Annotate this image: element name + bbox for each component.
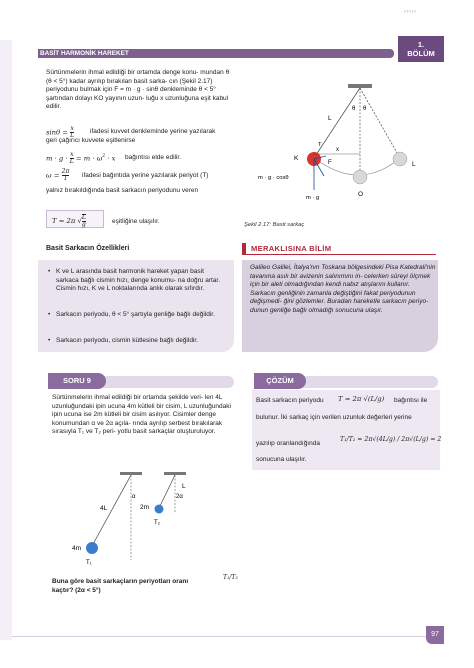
label-x: x <box>336 147 339 153</box>
top-band <box>0 0 474 18</box>
solution-line-1b: bağıntısı ile <box>394 397 428 404</box>
bob-4m <box>86 542 98 554</box>
label-2m: 2m <box>140 504 150 511</box>
formula-sin: sinθ = $\frac{x}{L}$ <box>46 125 75 139</box>
label-4L: 4L <box>100 505 108 512</box>
text-omega: ifadesi bağıntıda yerine yazılarak periyot (T) <box>82 172 209 179</box>
merak-text: Galileo Galilei, İtalya'nın Toskana bölgesindeki Pisa Katedrali'nin tavanına asılı bir avizenin salınımını in- celerken süreyi ölçmek için bir aleti olmadığından kendi nabız atışlarını kullanır. Sarkacın genliğinin zamanla değiştiğini fakat periyodunun değişmedi- ğini gözlemler. Buradan hareketle sarkacın periyo- dunun genliğe bağlı olmadığı sonucuna ulaşır. <box>250 264 436 314</box>
label-T: T <box>318 142 322 148</box>
nav-dots: ‹‹‹‹‹ <box>404 9 417 15</box>
bob-L <box>393 152 407 166</box>
label-4m: 4m <box>72 545 82 552</box>
label-mgcos: m · g · cosθ <box>258 175 289 181</box>
solution-formula-period: T = 2π √(L/g) <box>338 395 385 403</box>
solution-label: ÇÖZÜM <box>254 373 306 389</box>
text-result: eşitliğine ulaşılır. <box>112 218 160 225</box>
section-title: BASİT HARMONİK HAREKET <box>40 50 129 57</box>
solution-formula-ratio: T₁/T₂ = 2π√(4L/g) / 2π√(L/g) = 2 <box>340 436 442 443</box>
string-right <box>360 88 400 158</box>
label-T2: T₂ <box>154 520 160 526</box>
formula-period: T = 2π √ $\frac{L}{g}$ <box>52 214 86 228</box>
left-margin-strip <box>0 40 12 640</box>
label-L-string: L <box>328 115 332 122</box>
ceiling-1 <box>120 472 142 475</box>
label-T1: T₁ <box>86 560 92 566</box>
feature-item: • K ve L arasında basit harmonik hareket yapan basit sarkaca bağlı cismin hızı, denge konumu- na doğru artar. Cismin hızı, K ve L noktalarında anlık olarak sıfırdır. <box>56 268 228 294</box>
label-L-point: L <box>412 161 416 168</box>
feature-item: • Sarkacın periyodu, cismin kütlesine bağlı değildir. <box>56 337 228 346</box>
solution-line-1: Basit sarkacın periyodu <box>256 397 324 404</box>
solution-line-4: sonucuna ulaşılır. <box>256 456 307 463</box>
bob-2m <box>155 505 164 514</box>
label-F: F <box>328 160 332 166</box>
label-theta: θ <box>363 106 367 112</box>
label-alpha: α <box>132 494 136 500</box>
question-prompt: Buna göre basit sarkaçların periyotları oranı <box>52 578 189 585</box>
string-4L <box>92 475 131 546</box>
chapter-number: 1. <box>417 40 425 49</box>
features-title: Basit Sarkacın Özellikleri <box>46 245 130 252</box>
ceiling-2 <box>164 472 186 475</box>
solution-line-2: bulunur. İki sarkaç için verilen uzunluk değerleri yerine <box>256 414 412 421</box>
footer-line <box>12 636 426 637</box>
merak-title: MERAKLISINA BİLİM <box>251 244 332 253</box>
intro-paragraph: Sürtünmelerin ihmal edildiği bir ortamda denge konu- mundan θ (θ < 5°) kadar ayrılıp bırakılan basit sarka- cın (Şekil 2.17) periyodunu bulmak için F = m · g · sinθ denkleminde θ < 5° şartından dolayı KO yayının uzun- luğu x uzunluğuna eşit kabul edilir. <box>46 69 230 111</box>
formula-omega: ω = $\frac{2\pi}{T}$ <box>46 168 70 182</box>
chapter-label: BÖLÜM <box>407 49 435 58</box>
question-figure <box>56 472 236 572</box>
label-mg: m · g <box>306 195 320 201</box>
label-L: L <box>182 483 186 490</box>
ceiling-support <box>348 84 372 88</box>
text-period: yalnız bırakıldığında basit sarkacın periyodunu veren <box>46 187 199 194</box>
pendulum-figure <box>244 84 444 218</box>
question-label: SORU 9 <box>48 373 106 389</box>
question-condition: kaçtır? (2α < 5°) <box>52 587 101 594</box>
figure-caption: Şekil 2.17: Basit sarkaç <box>244 222 305 228</box>
solution-line-3: yazılıp oranlandığında <box>256 440 320 447</box>
string-L <box>160 475 175 506</box>
text-substitute: ifadesi kuvvet denkleminde yerine yazılarak <box>90 128 216 135</box>
text-relation: bağıntısı elde edilir. <box>125 154 182 161</box>
page-number: 97 <box>426 626 444 644</box>
question-ratio: T₁/T₂ <box>223 574 238 581</box>
label-K: K <box>294 155 299 162</box>
chapter-tab <box>398 36 444 62</box>
label-theta: θ <box>352 106 356 112</box>
feature-item: • Sarkacın periyodu, θ < 5° şartıyla genliğe bağlı değildir. <box>56 311 228 320</box>
question-text: Sürtünmelerin ihmal edildiği bir ortamda şekilde veri- len 4L uzunluğundaki ipin ucuna 4m kütleli bir cisim, L uzunluğundaki ipin ucuna ise 2m kütleli bir cisim asılıyor. Cisimler denge konumundan α ve 2α açıla- rında ayrılıp serbest bırakılarak sırasıyla T₁ ve T₂ peri- yotlu basit sarkaçlar oluşturuluyor. <box>52 394 231 436</box>
text-restoring: geri çağırıcı kuvvete eşitlenirse <box>46 137 136 144</box>
label-2alpha: 2α <box>176 494 183 500</box>
bob-O <box>353 170 367 184</box>
label-O: O <box>358 191 364 198</box>
formula-force: m · g · $\frac{x}{L}$ = $m \cdot \omega^2 \cdot x$ <box>46 151 116 165</box>
